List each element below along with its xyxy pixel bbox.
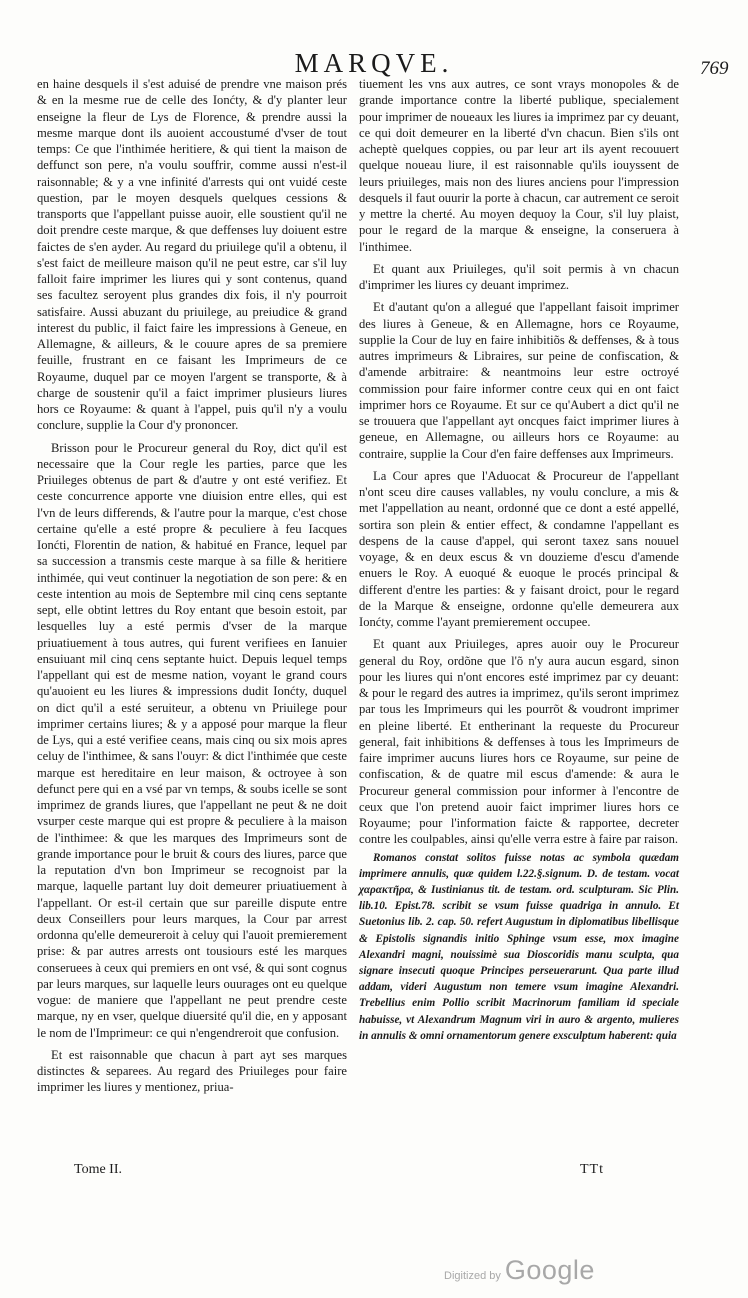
right-column xyxy=(359,76,679,1050)
watermark-brand: Google xyxy=(504,1255,595,1285)
paragraph: Et quant aux Priuileges, qu'il soit permis à vn chacun d'imprimer les liures cy deuant imprimez. xyxy=(359,261,679,292)
left-column xyxy=(37,76,347,1102)
running-head: MARQVE. xyxy=(294,48,454,78)
page-number: 769 xyxy=(700,58,729,79)
paragraph: La Cour apres que l'Aduocat & Procureur de l'appellant n'ont sceu dire causes vallables, ny voulu conclure, a mis & met l'appellation au neant, ordonné que ce dont a esté appellé, sortira son plein & entier effect, & condamne l'appellant es despens de la cause d'appel, qui seront taxez sans nouuel voyage, & en deux escus & vn douzieme d'escu d'amende enuers le Roy. A euoqué & euoque le procés principal & different d'entre les parties: & y faisant droict, pour le regard de la Marque & enseigne, ordonne qu'elle demeurera aux Ionćty, comme l'ayant premierement occupee. xyxy=(359,468,679,629)
volume-label: Tome II. xyxy=(74,1162,123,1177)
paragraph: Et d'autant qu'on a allegué que l'appellant faisoit imprimer des liures à Geneue, & en Allemagne, hors ce Royaume, supplie la Cour de luy en faire inhibitiõs & deffenses, & à tous autres imprimeurs & Libraires, sur peine de confiscation, & d'amende arbitraire: & neantmoins leur estre octroyé commission pour faire informer contre ceux qui en ont faict imprimer hors ce Royaume. Et sur ce qu'Aubert a dict qu'il ne se trouuera que l'appellant ayt oncques faict imprimer liures à geneue, en Allemagne, ou ailleurs hors ce Royaume: au contraire, supplie la Cour d'en faire deffenses aux Imprimeurs. xyxy=(359,300,679,461)
signature-mark: TTt xyxy=(580,1162,604,1177)
paragraph: Et est raisonnable que chacun à part ayt ses marques distinctes & separees. Au regard des Priuileges pour faire imprimer les liures y mentionez, priua- xyxy=(37,1047,347,1095)
marginal-note: Romanos constat solitos fuisse notas ac symbola quædam imprimere annulis, quæ quidem l.22.§.signum. D. de testam. vocat χαρακτῆρα, & Iustinianus tit. de testam. ord. sculpturam. Sic Plin. lib.10. Epist.78. scribit se vsum fuisse quadriga in annulo. Et Suetonius lib. 2. cap. 50. refert Augustum in diplomatibus libellisque & Epistolis signandis initio Sphinge vsum esse, mox imagine Alexandri magni, nouissimè sua Dioscoridis manu sculpta, qua signare insecuti quoque Principes perseuerarunt. Qua parte illud addam, videri Augustum non temere vsum imagine Alexandri. Trebellius enim Pollio scribit Macrinorum familiam id speciale habuisse, vt Alexandrum Magnum viri in auro & argento, mulieres in annulis & omni ornamentorum genere exsculptum haberent: quia xyxy=(359,851,679,1042)
watermark-prefix: Digitized by xyxy=(444,1270,501,1282)
digitized-watermark xyxy=(444,1255,595,1286)
paragraph: Et quant aux Priuileges, apres auoir ouy le Procureur general du Roy, ordõne que l'õ n'y aura aucun esgard, sinon pour les liures qui n'ont encores esté imprimez par cy deuant: & pour le regard des autres ia imprimez, qu'ils seront imprimez par tous les Imprimeurs qui les pourrõt & voudront imprimer en pleine liberté. Et entherinant la requeste du Procureur general, fait inhibitions & deffenses à tous les Imprimeurs de faire imprimer aucuns liures hors ce Royaume, sur peine de confiscation, & de quatre mil escus d'amende: & aura le Procureur general commission pour informer à l'encontre de ceux que l'on pretend auoir faict imprimer liures hors ce Royaume; pour l'information faicte & rapportee, decreter contre les coulpables, ainsi qu'elle verra estre à faire par raison. xyxy=(359,637,679,847)
paragraph: Brisson pour le Procureur general du Roy, dict qu'il est necessaire que la Cour regle les parties, parce que les Priuileges obtenus de part & d'autre y ont esté verifiez. Et ceste concurrence apporte vne diuision entre elles, qui est l'vn de leurs differends, & l'autre pour la marque, c'est chose certaine qu'elle a esté propre & peculiere à feu Iacques Ionćti, Florentin de nation, & habitué en France, lequel par sa succession a transmis ceste marque à sa fille & heritiere inthimée, qui veut continuer la negotiation de son pere: & en ceste intention au mois de Septembre mil cinq cens septante sept, elle obtint lettres du Roy entant que besoin estoit, par lesquelles luy a esté permis d'vser de la marque priuatiuement à tous autres, qui furent verifiees en Ianuier ensuiuant mil cinq cens septante huict. Depuis lequel temps l'appellant qui est de mesme nation, voyant le grand cours qu'auoient eu les liures & impressions dudit Ionćty, duquel on dict qu'il a esté seruiteur, a obtenu vn Priuilege pour imprimer certains liures; & y a apposé pour marque la fleur de Lys, qui a esté verifiee ceans, mais cinq ou six mois apres celuy de l'inthimee, & sans l'ouyr: & dict l'inthimée que ceste marque est hereditaire en leur maison, & octroyee à son defunct pere qui en a vsé par vn temps, & soubs icelle se sont imprimez de grands liures, que l'appellant ne peut & ne doit vsurper ceste marque qui est propre & peculiere à la maison de l'inthimee: & que les marques des Imprimeurs sont de grande importance pour le bruit & cours des liures, parce que la reputation d'vn bon Imprimeur se recognoist par la marque, laquelle partant luy doit demeurer priuatiuement à l'appellant. Or est-il certain que sur pareille dispute entre deux Conseillers pour leurs marques, la Cour par arrest ordonna qu'elle demeureroit à celuy qui l'auoit premierement prise: & par autres arrests ont tousiours esté les marques conseruees à ceux qui premiers en ont vsé, & qui sont cognus par leurs marques, sur laquelle leurs ouurages ont eu quelque vogue: de maniere que l'appellant ne peut prendre ceste marque, ny en vser, quelque diuersité qu'il die, en y apposant le nom de l'Imprimeur: ce qui n'engendreroit que confusion. xyxy=(37,440,347,1040)
paragraph: en haine desquels il s'est aduisé de prendre vne maison prés & en la mesme rue de celle des Ionćty, & d'y planter leur enseigne la fleur de Lys de Florence, & prendre aussi la mesme marque dont ils auoient accoustumé d'vser de tout temps: Ce que l'inthimée heritiere, & qui tient la maison de deffunct son pere, n'a voulu souffrir, comme aussi n'est-il raisonnable; & y a vne infinité d'arrests qui ont vuidé ceste question, par le moyen desquels quelques cessions & transports que l'appellant puisse auoir, elle soustient qu'il ne doit prendre ceste marque, & que deffenses luy doiuent estre faictes de s'en ayder. Au regard du priuilege qu'il a obtenu, il s'est faict de meilleure maison qu'il ne peut estre, car s'il luy falloit faire imprimer les liures qui y sont contenus, quand ses facultez seroyent plus grandes dix fois, il n'y pourroit satisfaire. Aussi abuzant du priuilege, au preiudice & grand interest du public, il faict faire les impressions à Geneue, en Allemagne, & ailleurs, & le couure apres de sa premiere feuille, frustrant en ce faisant les Imprimeurs de ce Royaume, duquel par ce moyen l'argent se transporte, & à charge de soustenir qu'il a faict imprimer plusieurs liures hors ce Royaume: & quant à l'appel, puis qu'il n'y a voulu conclure, supplie la Cour d'y prononcer. xyxy=(37,77,347,433)
paragraph: tiuement les vns aux autres, ce sont vrays monopoles & de grande importance contre la liberté publique, specialement pour imprimer de noueaux les liures ia imprimez par cy deuant, ce qui doit demeurer en la liberté d'vn chacun. Bien s'ils ont acheptè quelques coppies, ou par leur art ils ayent recouuert quelque noueau liure, il est raisonnable qu'ils iouyssent de leurs priuileges, mais non des liures anciens pour l'impression desquels il faut ouurir la porte à chacun, car autrement ce seroit y mettre la cherté. Au moyen dequoy la Cour, s'il luy plaist, pour le regard de la marque & enseigne, la conseruera à l'inthimee. xyxy=(359,77,679,254)
